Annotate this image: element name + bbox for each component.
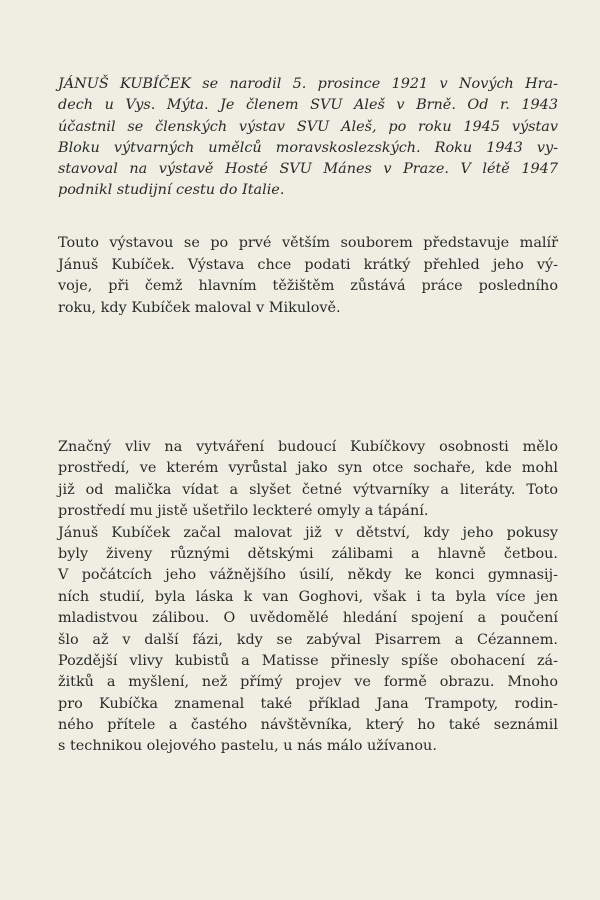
text-line: Touto výstavou se po prvé větším souborem představuje malíř: [58, 235, 558, 251]
text-line: Pozdější vlivy kubistů a Matisse přinesly spíše obohacení zá-: [58, 652, 558, 669]
text-line: ních studií, byla láska k van Goghovi, však i ta byla více jen: [58, 588, 558, 605]
text-line: dech u Vys. Mýta. Je členem SVU Aleš v Brně. Od r. 1943: [58, 97, 558, 114]
text-line: V počátcích jeho vážnějšího úsilí, někdy ke konci gymnasij-: [58, 567, 558, 584]
text-line: účastnil se členských výstav SVU Aleš, po roku 1945 výstav: [58, 118, 558, 135]
text-line: voje, při čemž hlavním těžištěm zůstává práce posledního: [58, 278, 558, 295]
text-line: s technikou olejového pastelu, u nás málo užívanou.: [58, 738, 437, 755]
main-paragraph: [58, 437, 558, 758]
text-line: JÁNUŠ KUBÍČEK se narodil 5. prosince 1921 v Nových Hra-: [58, 76, 558, 92]
text-line: podnikl studijní cestu do Italie.: [58, 182, 285, 199]
text-line: ného přítele a častého návštěvníka, který ho také seznámil: [58, 717, 558, 734]
text-line: již od malička vídat a slyšet četné výtvarníky a literáty. Toto: [58, 481, 558, 498]
text-line: žitků a myšlení, než přímý projev ve formě obrazu. Mnoho: [58, 674, 558, 691]
text-line: šlo až v další fázi, kdy se zabýval Pisarrem a Cézannem.: [58, 631, 558, 648]
text-line: prostředí, ve kterém vyrůstal jako syn otce sochaře, kde mohl: [58, 460, 558, 477]
text-line: Značný vliv na vytváření budoucí Kubíčkovy osobnosti mělo: [58, 439, 558, 455]
text-line: Jánuš Kubíček. Výstava chce podati krátký přehled jeho vý-: [58, 256, 558, 273]
text-line: Jánuš Kubíček začal malovat již v dětství, kdy jeho pokusy: [58, 524, 558, 541]
biography-paragraph: [58, 74, 558, 202]
text-line: prostředí mu jistě ušetřilo leckteré omyly a tápání.: [58, 503, 429, 520]
text-line: mladistvou zálibou. O uvědomělé hledání spojení a poučení: [58, 610, 558, 627]
text-line: pro Kubíčka znamenal také příklad Jana Trampoty, rodin-: [58, 695, 558, 712]
text-line: Bloku výtvarných umělců moravskoslezských. Roku 1943 vy-: [58, 139, 558, 156]
text-line: stavoval na výstavě Hosté SVU Mánes v Praze. V létě 1947: [58, 161, 558, 178]
text-line: roku, kdy Kubíček maloval v Mikulově.: [58, 299, 341, 316]
introduction-paragraph: [58, 233, 558, 319]
text-line: byly živeny různými dětskými zálibami a hlavně četbou.: [58, 545, 558, 562]
